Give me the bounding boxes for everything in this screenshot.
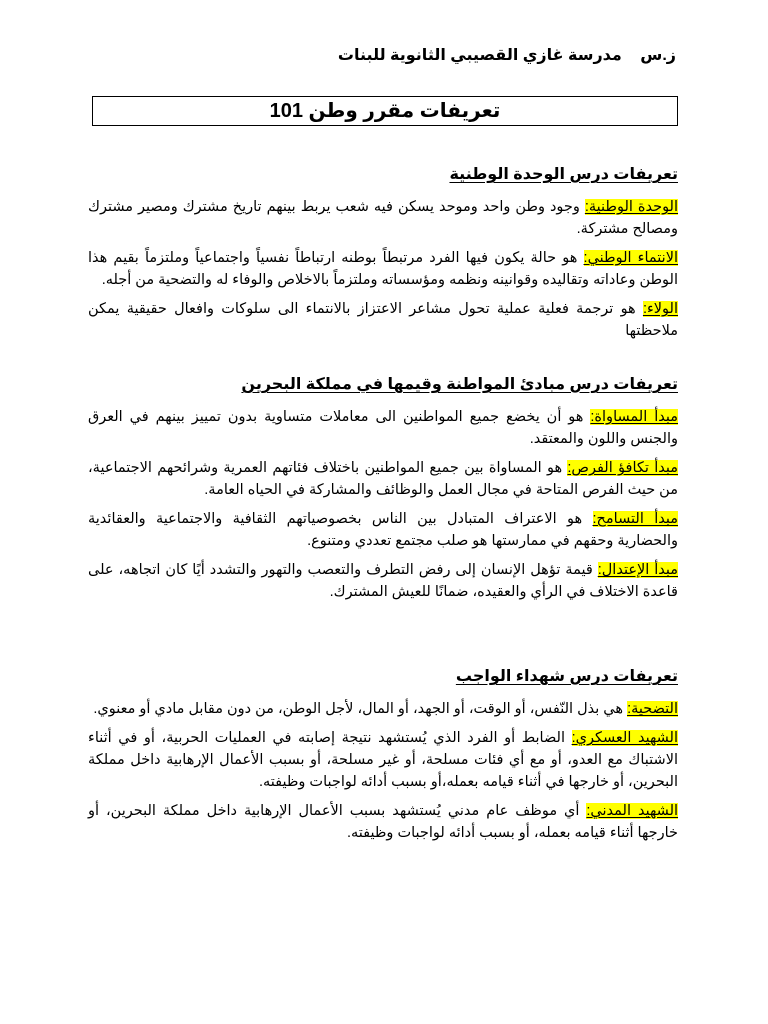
document-title: تعريفات مقرر وطن 101	[92, 96, 678, 126]
definition-text: هو أن يخضع جميع المواطنين الى معاملات متساوية بدون تمييز بينهم في العرق والجنس واللون والمعتقد.	[88, 409, 678, 447]
section-heading: تعريفات درس الوحدة الوطنية	[449, 166, 678, 183]
definition-moderation	[88, 559, 678, 603]
definition-term: مبدأ تكافؤ الفرص:	[567, 460, 678, 476]
school-name: مدرسة غازي القصيبي الثانوية للبنات	[337, 47, 622, 64]
definition-term: الوحدة الوطنية:	[584, 199, 679, 215]
section-heading: تعريفات درس شهداء الواجب	[455, 668, 678, 685]
section-national-unity	[88, 164, 678, 349]
school-code: ز.س	[640, 47, 676, 64]
definition-military-martyr	[88, 727, 678, 793]
definition-term: الشهيد العسكري:	[571, 730, 679, 746]
section-citizenship-principles	[88, 374, 678, 610]
definition-text: أي موظف عام مدني يُستشهد بسبب الأعمال الإرهابية داخل مملكة البحرين، أو خارجها أثناء قيامه بعمله، أو بسبب أدائه لواجبات وظيفته.	[88, 803, 678, 841]
definition-term: الشهيد المدني:	[586, 803, 679, 819]
definition-sacrifice	[88, 698, 678, 720]
definition-civilian-martyr	[88, 800, 678, 844]
definition-national-unity	[88, 196, 678, 240]
section-martyrs-of-duty	[88, 666, 678, 851]
definition-text: هو الاعتراف المتبادل بين الناس بخصوصياتهم الثقافية والاجتماعية والعقائدية والحضارية وحقهم في ممارستها هو صلب مجتمع تعددي ومتنوع.	[88, 511, 678, 549]
definition-equal-opportunity	[88, 457, 678, 501]
definition-text: هو ترجمة فعلية عملية تحول مشاعر الاعتزاز بالانتماء الى سلوكات وافعال حقيقية يمكن ملاحظتها	[88, 301, 678, 339]
definition-text: قيمة تؤهل الإنسان إلى رفض التطرف والتعصب والتهور والتشدد أيًا كان اتجاهه، على قاعدة الاختلاف في الرأي والعقيده، ضمانًا للعيش المشترك.	[88, 562, 678, 600]
school-header	[76, 44, 676, 68]
definition-term: الولاء:	[642, 301, 678, 317]
definition-loyalty	[88, 298, 678, 342]
definition-term: مبدأ التسامح:	[592, 511, 678, 527]
definition-national-belonging	[88, 247, 678, 291]
definition-text: وجود وطن واحد وموحد يسكن فيه شعب يربط بينهم تاريخ مشترك ومصير مشترك ومصالح مشتركة.	[88, 199, 678, 237]
definition-text: هي بذل النّفس، أو الوقت، أو الجهد، أو المال، لأجل الوطن، من دون مقابل مادي أو معنوي.	[93, 701, 628, 717]
definition-term: مبدأ المساواة:	[590, 409, 678, 425]
definition-term: الانتماء الوطني:	[583, 250, 678, 266]
definition-equality	[88, 406, 678, 450]
definition-text: الضابط أو الفرد الذي يُستشهد نتيجة إصابته في العمليات الحربية، أو في أثناء الاشتباك مع العدو، أو مع أي فئات مسلحة، أو غير مسلحة، أو بسبب الأعمال الإرهابية داخل مملكة البحرين، أو خارجها في أثناء قيامه بعمله،أو بسبب أدائه لواجبات وظيفته.	[88, 730, 678, 790]
definition-tolerance	[88, 508, 678, 552]
definition-term: مبدأ الإعتدال:	[597, 562, 678, 578]
definition-text: هو حالة يكون فيها الفرد مرتبطاً بوطنه ارتباطاً نفسياً واجتماعياً وملتزماً بقيم هذا الوطن وعاداته وتقاليده وقوانينه ونظمه ومؤسساته وملتزماً بالاخلاص والوفاء له والتضحية من أجله.	[88, 250, 678, 288]
section-heading: تعريفات درس مبادئ المواطنة وقيمها في مملكة البحرين	[241, 376, 678, 393]
definition-text: هو المساواة بين جميع المواطنين باختلاف فئاتهم العمرية وشرائحهم الاجتماعية، من حيث الفرص المتاحة في مجال العمل والوظائف والمشاركة في الحياه العامة.	[88, 460, 678, 498]
definition-term: التضحية:	[627, 701, 678, 717]
